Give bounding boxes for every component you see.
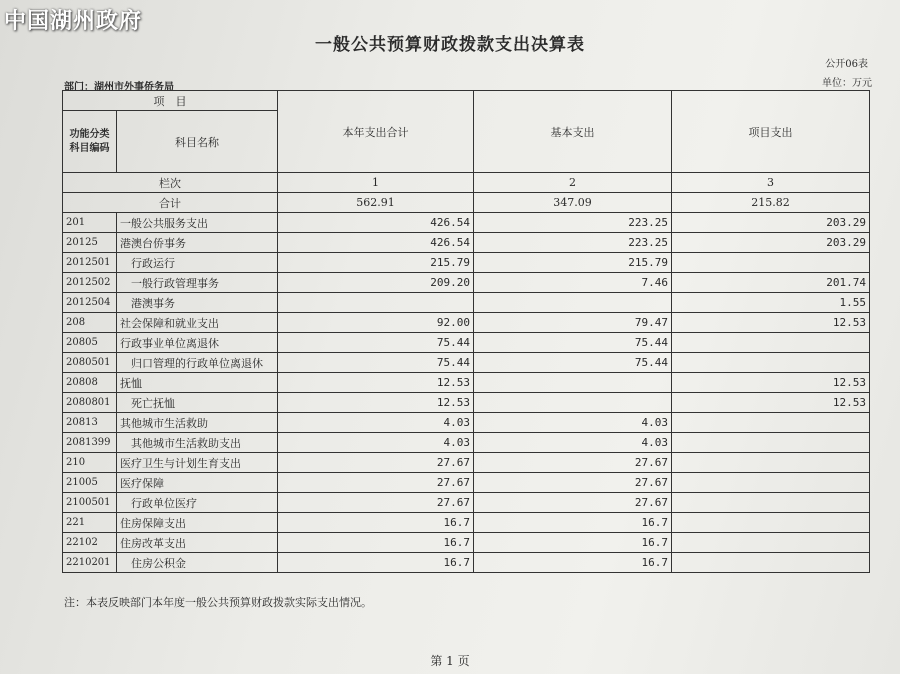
row-total: 75.44 [278,333,474,353]
row-basic [474,373,672,393]
col-index-3: 3 [672,173,870,193]
table-row [63,473,870,493]
row-code: 21005 [63,473,117,493]
row-code: 22102 [63,533,117,553]
row-project [672,473,870,493]
row-code: 2210201 [63,553,117,573]
table-row [63,533,870,553]
sum-label: 合计 [63,193,278,213]
row-name: 住房公积金 [117,553,278,573]
row-project: 12.53 [672,373,870,393]
row-code: 20813 [63,413,117,433]
row-total: 12.53 [278,373,474,393]
row-total [278,293,474,313]
row-basic: 27.67 [474,453,672,473]
row-code: 2100501 [63,493,117,513]
row-total: 12.53 [278,393,474,413]
row-project [672,533,870,553]
row-code: 210 [63,453,117,473]
row-name: 港澳事务 [117,293,278,313]
table-row [63,233,870,253]
row-basic: 27.67 [474,473,672,493]
row-code: 2012501 [63,253,117,273]
row-name: 行政运行 [117,253,278,273]
table-row [63,273,870,293]
table-row [63,373,870,393]
table-row [63,513,870,533]
form-code: 公开06表 [825,59,868,70]
row-total: 209.20 [278,273,474,293]
row-project [672,493,870,513]
row-project: 201.74 [672,273,870,293]
row-name: 死亡抚恤 [117,393,278,413]
row-project [672,433,870,453]
row-code: 20808 [63,373,117,393]
row-name: 一般公共服务支出 [117,213,278,233]
row-total: 215.79 [278,253,474,273]
row-total: 27.67 [278,453,474,473]
row-project: 12.53 [672,393,870,413]
row-name: 医疗保障 [117,473,278,493]
row-project [672,253,870,273]
page-number: 第 1 页 [430,654,470,668]
col-index-label: 栏次 [63,173,278,193]
row-project [672,453,870,473]
row-basic: 4.03 [474,413,672,433]
row-basic: 215.79 [474,253,672,273]
row-code: 2081399 [63,433,117,453]
table-row [63,333,870,353]
watermark: 中国湖州政府 [4,8,143,34]
table-row [63,433,870,453]
row-code: 20805 [63,333,117,353]
row-basic [474,393,672,413]
table-row [63,353,870,373]
row-basic: 16.7 [474,533,672,553]
header-subject-name: 科目名称 [117,111,278,173]
row-code: 208 [63,313,117,333]
row-basic: 16.7 [474,553,672,573]
row-project: 1.55 [672,293,870,313]
table-row [63,253,870,273]
department-label: 部门：湖州市外事侨务局 [64,82,174,93]
row-name: 住房改革支出 [117,533,278,553]
row-name: 港澳台侨事务 [117,233,278,253]
row-basic: 4.03 [474,433,672,453]
row-total: 4.03 [278,413,474,433]
row-name: 社会保障和就业支出 [117,313,278,333]
expenditure-table [62,90,870,573]
row-project: 203.29 [672,213,870,233]
row-basic: 75.44 [474,333,672,353]
table-row [63,393,870,413]
row-basic: 223.25 [474,213,672,233]
row-project: 203.29 [672,233,870,253]
row-project [672,333,870,353]
unit-label: 单位：万元 [822,78,872,89]
col-index-1: 1 [278,173,474,193]
header-item: 项 目 [63,91,278,111]
row-name: 其他城市生活救助支出 [117,433,278,453]
row-code: 2012504 [63,293,117,313]
row-code: 201 [63,213,117,233]
sum-project: 215.82 [672,193,870,213]
row-name: 抚恤 [117,373,278,393]
table-row [63,313,870,333]
row-name: 行政事业单位离退休 [117,333,278,353]
header-basic: 基本支出 [474,91,672,173]
sum-total: 562.91 [278,193,474,213]
row-code: 2080801 [63,393,117,413]
row-basic: 79.47 [474,313,672,333]
table-row [63,493,870,513]
row-basic: 16.7 [474,513,672,533]
row-total: 4.03 [278,433,474,453]
row-name: 归口管理的行政单位离退休 [117,353,278,373]
row-name: 行政单位医疗 [117,493,278,513]
footnote: 注：本表反映部门本年度一般公共预算财政拨款实际支出情况。 [64,596,372,609]
row-project [672,553,870,573]
row-code: 20125 [63,233,117,253]
row-name: 一般行政管理事务 [117,273,278,293]
row-basic: 27.67 [474,493,672,513]
table-row [63,213,870,233]
header-total: 本年支出合计 [278,91,474,173]
row-basic: 7.46 [474,273,672,293]
row-total: 426.54 [278,213,474,233]
row-total: 27.67 [278,493,474,513]
row-total: 92.00 [278,313,474,333]
row-basic: 75.44 [474,353,672,373]
row-total: 426.54 [278,233,474,253]
table-row [63,453,870,473]
row-project [672,513,870,533]
row-project [672,353,870,373]
row-project: 12.53 [672,313,870,333]
row-total: 16.7 [278,513,474,533]
header-func-code: 功能分类 科目编码 [63,111,117,173]
row-project [672,413,870,433]
row-name: 住房保障支出 [117,513,278,533]
row-name: 医疗卫生与计划生育支出 [117,453,278,473]
row-total: 16.7 [278,553,474,573]
row-basic: 223.25 [474,233,672,253]
row-total: 75.44 [278,353,474,373]
row-basic [474,293,672,313]
header-project: 项目支出 [672,91,870,173]
row-total: 16.7 [278,533,474,553]
row-total: 27.67 [278,473,474,493]
col-index-2: 2 [474,173,672,193]
table-row [63,413,870,433]
report-title: 一般公共预算财政拨款支出决算表 [315,35,585,55]
row-code: 221 [63,513,117,533]
table-row [63,553,870,573]
row-code: 2080501 [63,353,117,373]
row-code: 2012502 [63,273,117,293]
sum-basic: 347.09 [474,193,672,213]
row-name: 其他城市生活救助 [117,413,278,433]
table-row [63,293,870,313]
